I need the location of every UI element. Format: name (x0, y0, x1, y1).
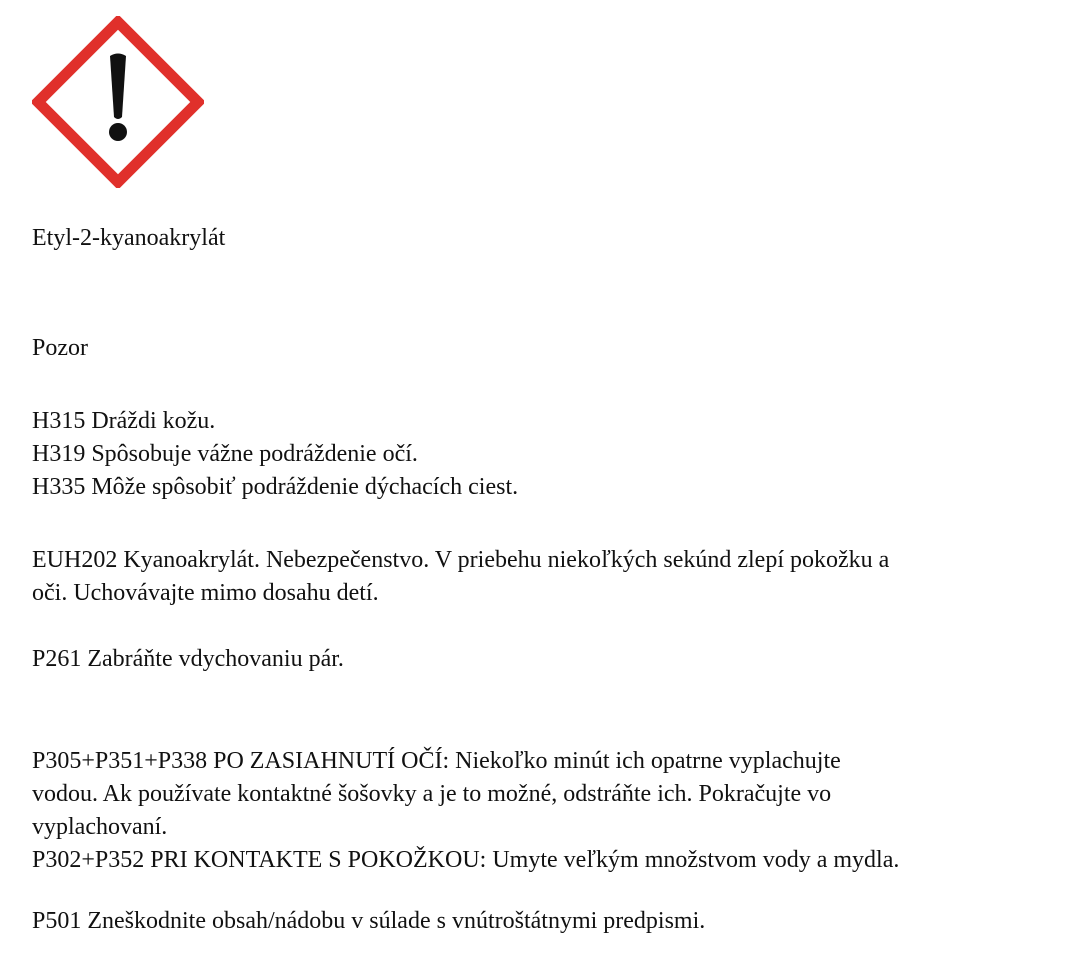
product-name: Etyl-2-kyanoakrylát (32, 225, 226, 251)
precautionary-statement-p261: P261 Zabráňte vdychovaniu pár. (32, 646, 344, 672)
precautionary-eye-line-1: P305+P351+P338 PO ZASIAHNUTÍ OČÍ: Niekoľko minút ich opatrne vyplachujte (32, 748, 841, 774)
precautionary-eye-line-3: vyplachovaní. (32, 814, 168, 840)
precautionary-eye-line-2: vodou. Ak používate kontaktné šošovky a je to možné, odstráňte ich. Pokračujte vo (32, 781, 832, 807)
ghs07-exclamation-mark-icon (32, 16, 204, 188)
exclamation-dot (109, 123, 127, 141)
hazard-statement-h315: H315 Dráždi kožu. (32, 408, 216, 434)
precautionary-skin-statement: P302+P352 PRI KONTAKTE S POKOŽKOU: Umyte veľkým množstvom vody a mydla. (32, 847, 900, 873)
precautionary-disposal-statement: P501 Zneškodnite obsah/nádobu v súlade s vnútroštátnymi predpismi. (32, 908, 706, 934)
hazard-statement-h335: H335 Môže spôsobiť podráždenie dýchacích ciest. (32, 474, 519, 500)
signal-word: Pozor (32, 335, 88, 361)
euh202-statement-line-2: oči. Uchovávajte mimo dosahu detí. (32, 580, 379, 606)
hazard-statement-h319: H319 Spôsobuje vážne podráždenie očí. (32, 441, 418, 467)
euh202-statement-line-1: EUH202 Kyanoakrylát. Nebezpečenstvo. V priebehu niekoľkých sekúnd zlepí pokožku a (32, 547, 890, 573)
